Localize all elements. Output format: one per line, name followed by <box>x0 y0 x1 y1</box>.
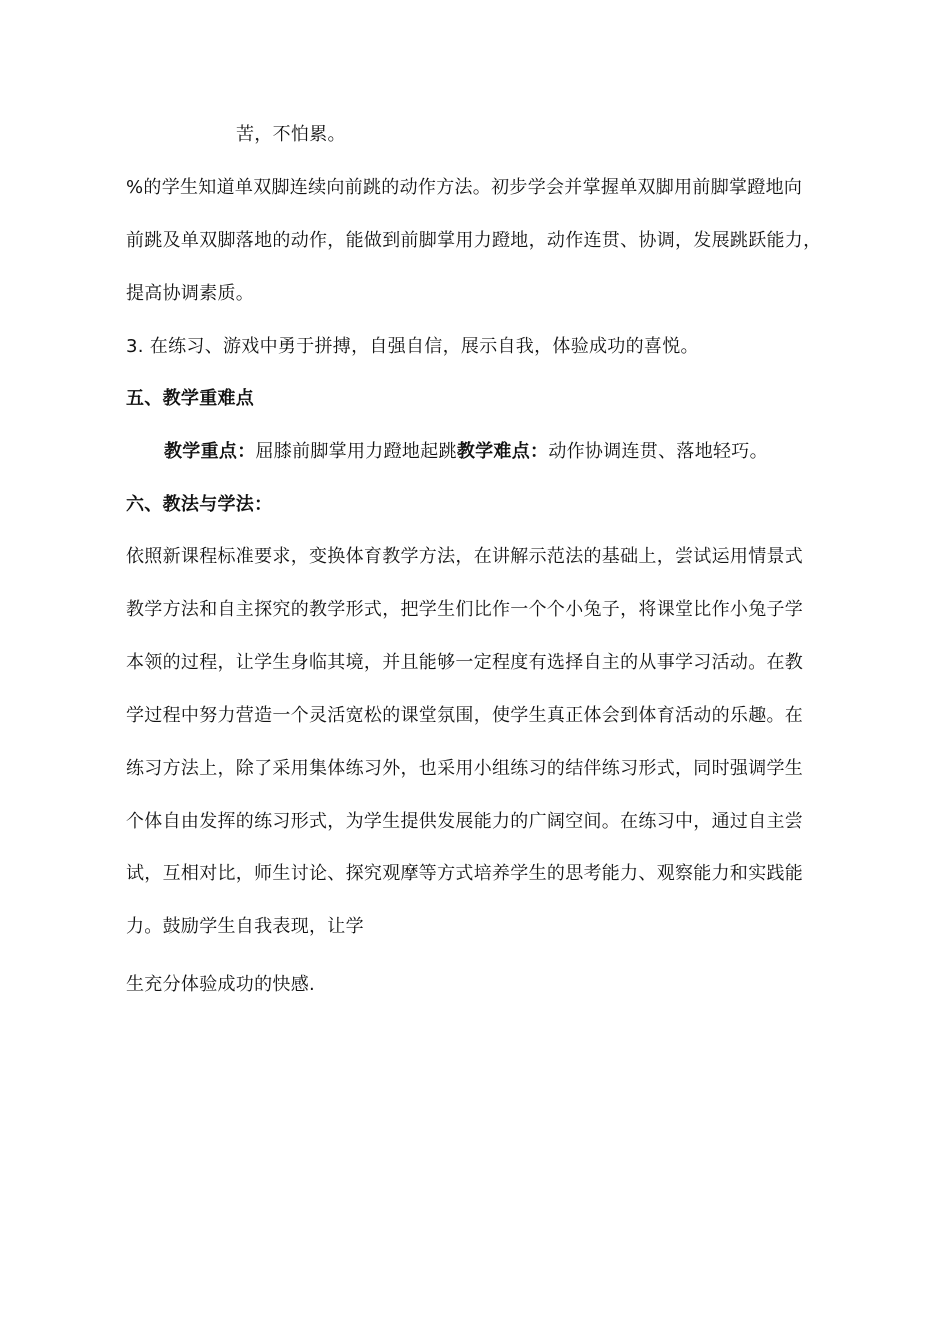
difficulty-text: 动作协调连贯、落地轻巧。 <box>548 441 768 462</box>
text-line: 苦，不怕累。 <box>236 124 346 145</box>
paragraph-line: 依照新课程标准要求，变换体育教学方法，在讲解示范法的基础上，尝试运用情景式 <box>126 546 804 567</box>
objective-2-line: 前跳及单双脚落地的动作，能做到前脚掌用力蹬地，动作连贯、协调，发展跳跃能力， <box>126 230 822 251</box>
objective-3-line: 3. 在练习、游戏中勇于拼搏，自强自信，展示自我，体验成功的喜悦。 <box>126 336 699 357</box>
paragraph-line: 试，互相对比，师生讨论、探究观摩等方式培养学生的思考能力、观察能力和实践能 <box>126 863 804 884</box>
key-points-line <box>164 440 888 464</box>
difficulty-label: 教学难点： <box>456 441 549 462</box>
paragraph-line: 个体自由发挥的练习形式，为学生提供发展能力的广阔空间。在练习中，通过自主尝 <box>126 811 804 832</box>
paragraph-line: 本领的过程，让学生身临其境，并且能够一定程度有选择自主的从事学习活动。在教 <box>126 652 804 673</box>
paragraph-line: 学过程中努力营造一个灵活宽松的课堂氛围，使学生真正体会到体育活动的乐趣。在 <box>126 705 804 726</box>
objective-2-line: %的学生知道单双脚连续向前跳的动作方法。初步学会并掌握单双脚用前脚掌蹬地向 <box>126 177 803 198</box>
closing-line: 生充分体验成功的快感. <box>126 974 316 995</box>
paragraph-line: 练习方法上，除了采用集体练习外，也采用小组练习的结伴练习形式，同时强调学生 <box>126 758 804 779</box>
paragraph-line: 力。鼓励学生自我表现，让学 <box>126 916 364 937</box>
paragraph-line: 教学方法和自主探究的教学形式，把学生们比作一个个小兔子，将课堂比作小兔子学 <box>126 599 804 620</box>
section-5-heading: 五、教学重难点 <box>126 388 255 409</box>
key-point-text: 屈膝前脚掌用力蹬地起跳 <box>255 441 457 462</box>
section-6-heading: 六、教法与学法： <box>126 494 273 515</box>
key-point-label: 教学重点： <box>164 441 256 462</box>
objective-2-line: 提高协调素质。 <box>126 283 255 304</box>
